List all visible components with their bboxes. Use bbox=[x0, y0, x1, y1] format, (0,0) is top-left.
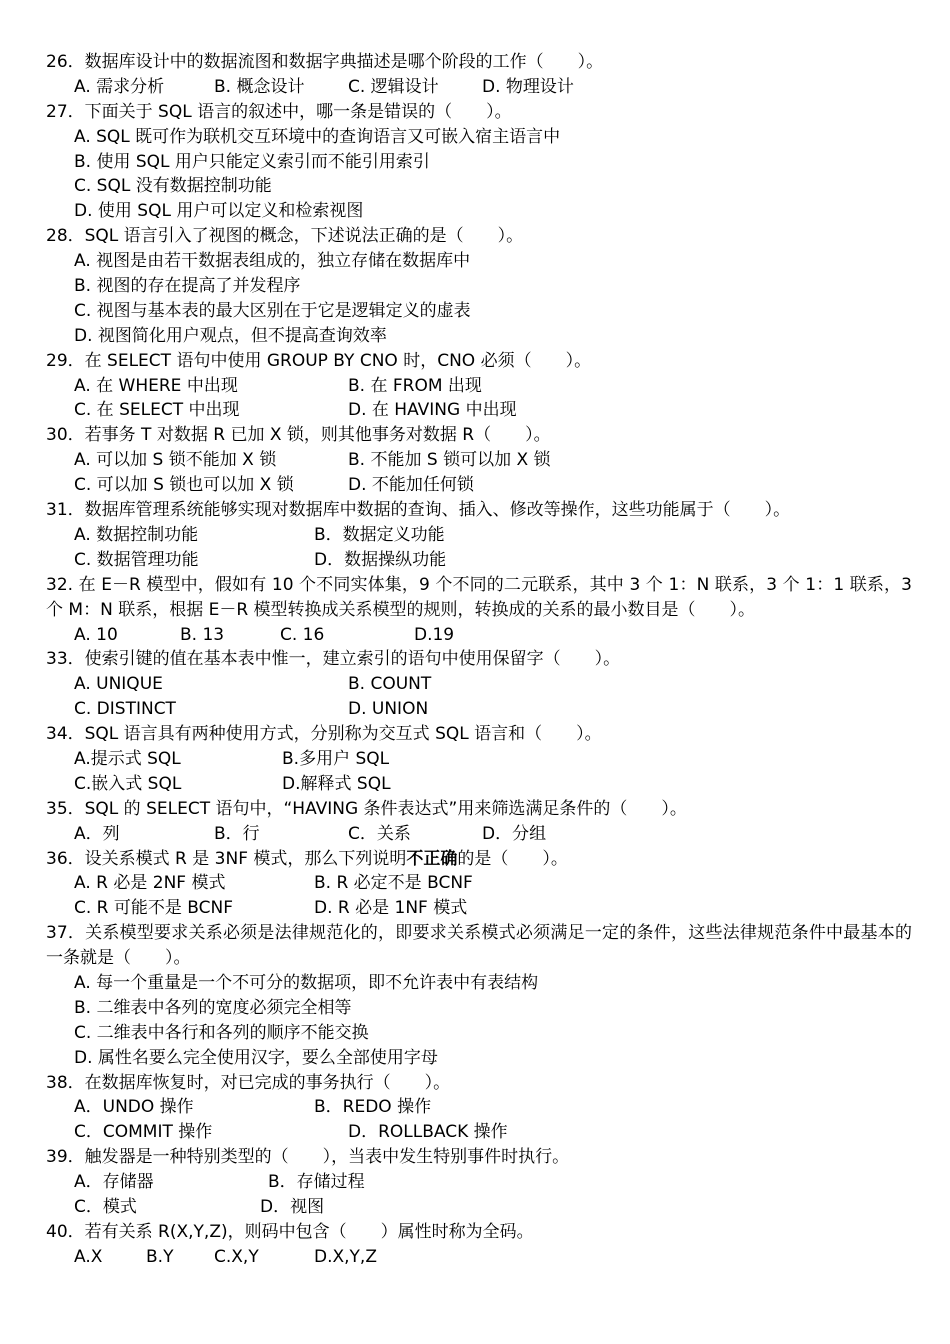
question-26-options bbox=[46, 75, 912, 100]
question-33-options-row2 bbox=[46, 697, 912, 722]
option-b: B. 使用 SQL 用户只能定义索引而不能引用索引 bbox=[74, 151, 430, 172]
option-b: B. 不能加 S 锁可以加 X 锁 bbox=[348, 450, 551, 471]
option-a: A．存储器 bbox=[74, 1172, 154, 1193]
option-c: C. 视图与基本表的最大区别在于它是逻辑定义的虚表 bbox=[74, 300, 471, 321]
option-c: C. 在 SELECT 中出现 bbox=[74, 400, 240, 421]
option-d: D.解释式 SQL bbox=[282, 773, 391, 794]
option-a: A. SQL 既可作为联机交互环境中的查询语言又可嵌入宿主语言中 bbox=[74, 126, 561, 147]
option-b: B.Y bbox=[146, 1246, 174, 1267]
question-36-options-row1 bbox=[46, 871, 912, 896]
option-d: D．数据操纵功能 bbox=[314, 549, 447, 570]
option-a: A. 在 WHERE 中出现 bbox=[74, 375, 238, 396]
option-c: C．关系 bbox=[348, 823, 411, 844]
question-31-stem: 31．数据库管理系统能够实现对数据库中数据的查询、插入、修改等操作，这些功能属于（ ）。 bbox=[46, 500, 791, 521]
option-a: A.提示式 SQL bbox=[74, 748, 181, 769]
question-38-options-row1 bbox=[46, 1095, 912, 1120]
question-38-stem: 38．在数据库恢复时，对已完成的事务执行（ ）。 bbox=[46, 1072, 451, 1093]
option-b: B．存储过程 bbox=[268, 1172, 365, 1193]
question-28-stem: 28．SQL 语言引入了视图的概念，下述说法正确的是（ ）。 bbox=[46, 226, 524, 247]
question-33-options-row1 bbox=[46, 672, 912, 697]
option-c: C.嵌入式 SQL bbox=[74, 773, 182, 794]
question-33-stem: 33．使索引键的值在基本表中惟一，建立索引的语句中使用保留字（ ）。 bbox=[46, 649, 621, 670]
option-b: B. R 必定不是 BCNF bbox=[314, 873, 473, 894]
option-c: C. 可以加 S 锁也可以加 X 锁 bbox=[74, 475, 294, 496]
option-c: C. R 可能不是 BCNF bbox=[74, 898, 234, 919]
option-c: C. 逻辑设计 bbox=[348, 76, 439, 97]
option-b: B. 概念设计 bbox=[214, 76, 305, 97]
question-sheet bbox=[46, 50, 912, 1270]
question-34-options-row2 bbox=[46, 772, 912, 797]
question-32-options bbox=[46, 623, 912, 648]
question-30-options-row1 bbox=[46, 448, 912, 473]
option-a: A. R 必是 2NF 模式 bbox=[74, 873, 226, 894]
option-d: D. 不能加任何锁 bbox=[348, 475, 474, 496]
option-c: C. DISTINCT bbox=[74, 699, 176, 720]
question-29-options-row2 bbox=[46, 398, 912, 423]
option-c: C．COMMIT 操作 bbox=[74, 1122, 213, 1143]
question-36-options-row2 bbox=[46, 896, 912, 921]
option-d: D.19 bbox=[414, 624, 455, 645]
question-29-stem: 29．在 SELECT 语句中使用 GROUP BY CNO 时，CNO 必须（ ）。 bbox=[46, 350, 592, 371]
emphasis-not-correct: 不正确 bbox=[406, 848, 458, 869]
question-34-options-row1 bbox=[46, 747, 912, 772]
option-b: B．数据定义功能 bbox=[314, 524, 445, 545]
option-a: A. 需求分析 bbox=[74, 76, 165, 97]
option-b: B. 在 FROM 出现 bbox=[348, 375, 482, 396]
question-31-options-row2 bbox=[46, 548, 912, 573]
question-34-stem: 34．SQL 语言具有两种使用方式，分别称为交互式 SQL 语言和（ ）。 bbox=[46, 724, 602, 745]
question-39-options-row2 bbox=[46, 1195, 912, 1220]
option-b: B. 二维表中各列的宽度必须完全相等 bbox=[74, 997, 352, 1018]
question-26-stem: 26．数据库设计中的数据流图和数据字典描述是哪个阶段的工作（ ）。 bbox=[46, 52, 604, 72]
option-d: D.X,Y,Z bbox=[314, 1246, 377, 1267]
option-d: D．视图 bbox=[260, 1197, 325, 1218]
question-39-stem: 39．触发器是一种特别类型的（ ），当表中发生特别事件时执行。 bbox=[46, 1147, 570, 1168]
option-d: D. 视图简化用户观点，但不提高查询效率 bbox=[74, 325, 387, 346]
option-a: A. UNIQUE bbox=[74, 674, 163, 695]
option-a: A. 可以加 S 锁不能加 X 锁 bbox=[74, 450, 277, 471]
question-38-options-row2 bbox=[46, 1120, 912, 1145]
question-37-stem: 37．关系模型要求关系必须是法律规范化的，即要求关系模式必须满足一定的条件，这些法律规范条件中最基本的一条就是（ ）。 bbox=[46, 923, 912, 969]
question-35-options bbox=[46, 822, 912, 847]
option-c: C.X,Y bbox=[214, 1246, 259, 1267]
option-a: A. 10 bbox=[74, 624, 118, 645]
option-b: B．REDO 操作 bbox=[314, 1097, 432, 1118]
question-31-options-row1 bbox=[46, 523, 912, 548]
option-b: B．行 bbox=[214, 823, 260, 844]
question-36-stem: 36．设关系模式 R 是 3NF 模式，那么下列说明不正确的是（ ）。 bbox=[46, 848, 568, 869]
question-40-stem: 40．若有关系 R(X,Y,Z)，则码中包含（ ）属性时称为全码。 bbox=[46, 1221, 534, 1242]
option-a: A. 视图是由若干数据表组成的，独立存储在数据库中 bbox=[74, 251, 471, 272]
question-39-options-row1 bbox=[46, 1170, 912, 1195]
option-d: D. 物理设计 bbox=[482, 76, 574, 97]
option-d: D. R 必是 1NF 模式 bbox=[314, 898, 468, 919]
option-a: A．列 bbox=[74, 823, 120, 844]
option-b: B.多用户 SQL bbox=[282, 748, 390, 769]
option-b: B. 13 bbox=[180, 624, 225, 645]
option-a: A．UNDO 操作 bbox=[74, 1097, 194, 1118]
option-d: D．ROLLBACK 操作 bbox=[348, 1122, 508, 1143]
option-a: A. 数据控制功能 bbox=[74, 524, 199, 545]
option-c: C. 数据管理功能 bbox=[74, 549, 199, 570]
option-d: D. 属性名要么完全使用汉字，要么全部使用字母 bbox=[74, 1047, 438, 1068]
option-a: A. 每一个重量是一个不可分的数据项，即不允许表中有表结构 bbox=[74, 973, 539, 994]
option-c: C. SQL 没有数据控制功能 bbox=[74, 176, 272, 197]
question-32-stem: 32. 在 E－R 模型中，假如有 10 个不同实体集，9 个不同的二元联系，其中 3 个 1：N 联系，3 个 1：1 联系，3 个 M：N 联系，根据 E－R 模型转换成关系模型的规则，转换成的关系的最小数目是（ ）。 bbox=[46, 574, 912, 620]
question-35-stem: 35．SQL 的 SELECT 语句中，“HAVING 条件表达式”用来筛选满足条件的（ ）。 bbox=[46, 798, 687, 819]
option-d: D. 使用 SQL 用户可以定义和检索视图 bbox=[74, 201, 364, 222]
option-c: C．模式 bbox=[74, 1197, 137, 1218]
question-30-stem: 30．若事务 T 对数据 R 已加 X 锁，则其他事务对数据 R（ ）。 bbox=[46, 425, 551, 446]
question-29-options-row1 bbox=[46, 374, 912, 399]
option-d: D. UNION bbox=[348, 699, 429, 720]
option-c: C. 16 bbox=[280, 624, 325, 645]
question-40-options bbox=[46, 1245, 912, 1270]
question-30-options-row2 bbox=[46, 473, 912, 498]
option-a: A.X bbox=[74, 1246, 103, 1267]
option-d: D．分组 bbox=[482, 823, 547, 844]
option-c: C. 二维表中各行和各列的顺序不能交换 bbox=[74, 1022, 369, 1043]
question-27-stem: 27．下面关于 SQL 语言的叙述中，哪一条是错误的（ ）。 bbox=[46, 101, 512, 122]
option-d: D. 在 HAVING 中出现 bbox=[348, 400, 517, 421]
option-b: B. 视图的存在提高了并发程序 bbox=[74, 276, 301, 297]
option-b: B. COUNT bbox=[348, 674, 432, 695]
